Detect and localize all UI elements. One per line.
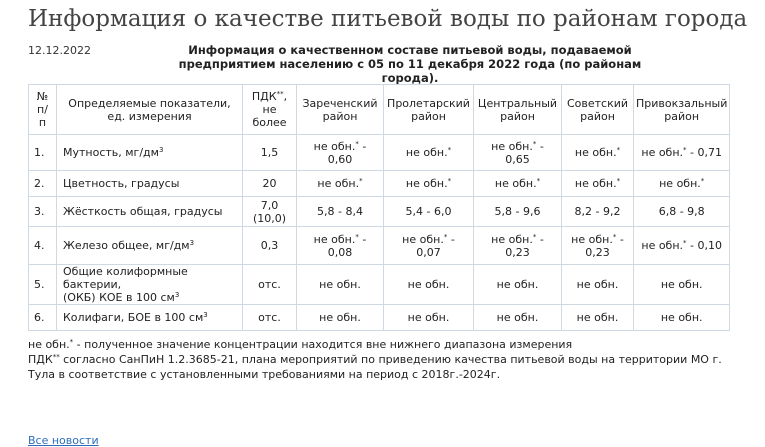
measurement-cell: не обн.* xyxy=(384,171,474,197)
measurement-cell: не обн.* xyxy=(562,171,634,197)
table-header-row xyxy=(29,85,730,135)
footnote-not-detected: не обн.* - полученное значение концентрации находится вне нижнего диапазона измерения xyxy=(28,338,573,351)
measurement-cell: не обн.* xyxy=(384,135,474,171)
measurement-cell: не обн.* xyxy=(562,135,634,171)
table-row xyxy=(29,171,730,197)
indicator-name: Колифаги, БОЕ в 100 $см^3$ xyxy=(57,305,243,331)
measurement-cell: не обн.* - 0,10 xyxy=(634,227,730,265)
header-num: № п/ п xyxy=(29,85,57,135)
row-number: 1. xyxy=(29,135,57,171)
indicator-name: Цветность, градусы xyxy=(57,171,243,197)
row-number: 2. xyxy=(29,171,57,197)
pdk-value: 7,0 (10,0) xyxy=(243,197,297,227)
measurement-cell: 5,8 - 8,4 xyxy=(297,197,384,227)
measurement-cell: 6,8 - 9,8 xyxy=(634,197,730,227)
measurement-cell: не обн. xyxy=(634,305,730,331)
header-district-proletarsky: Пролетарский район xyxy=(384,85,474,135)
measurement-cell: не обн. xyxy=(474,305,562,331)
measurement-cell: не обн.* - 0,23 xyxy=(562,227,634,265)
page-title: Информация о качестве питьевой воды по районам города xyxy=(28,6,748,32)
all-news-link[interactable]: Все новости xyxy=(28,434,99,447)
measurement-cell: не обн.* - 0,65 xyxy=(474,135,562,171)
measurement-cell: не обн.* xyxy=(297,171,384,197)
measurement-cell: не обн. xyxy=(562,265,634,305)
row-number: 4. xyxy=(29,227,57,265)
measurement-cell: не обн. xyxy=(384,265,474,305)
measurement-cell: не обн.* xyxy=(474,171,562,197)
measurement-cell: не обн. xyxy=(297,265,384,305)
header-pdk: ПДК**, не более xyxy=(243,85,297,135)
pdk-value: 0,3 xyxy=(243,227,297,265)
measurement-cell: 8,2 - 9,2 xyxy=(562,197,634,227)
indicator-name: Мутность, $мг/дм^3$ xyxy=(57,135,243,171)
measurement-cell: 5,8 - 9,6 xyxy=(474,197,562,227)
table-row xyxy=(29,305,730,331)
measurement-cell: не обн.* - 0,23 xyxy=(474,227,562,265)
table-caption xyxy=(160,43,660,85)
measurement-cell: не обн.* - 0,71 xyxy=(634,135,730,171)
table-row xyxy=(29,265,730,305)
water-quality-table xyxy=(28,84,730,331)
row-number: 5. xyxy=(29,265,57,305)
pdk-value: отс. xyxy=(243,265,297,305)
footnote-pdk: ПДК** согласно СанПиН 1.2.3685-21, плана мероприятий по приведению качества питьевой воды на территории МО г. Тула в соответствие с установленными требованиями на период с 2018г.-2024г. xyxy=(28,353,722,381)
pdk-value: отс. xyxy=(243,305,297,331)
publication-date: 12.12.2022 xyxy=(28,44,91,57)
indicator-name: Жёсткость общая, градусы xyxy=(57,197,243,227)
header-district-sovetsky: Советский район xyxy=(562,85,634,135)
header-district-centralny: Центральный район xyxy=(474,85,562,135)
measurement-cell: не обн.* - 0,08 xyxy=(297,227,384,265)
pdk-value: 20 xyxy=(243,171,297,197)
measurement-cell: не обн.* - 0,07 xyxy=(384,227,474,265)
header-district-zarechensky: Зареченский район xyxy=(297,85,384,135)
measurement-cell: не обн. xyxy=(297,305,384,331)
row-number: 6. xyxy=(29,305,57,331)
header-district-privokzalny: Привокзальный район xyxy=(634,85,730,135)
footnotes xyxy=(28,337,722,382)
table-row xyxy=(29,197,730,227)
measurement-cell: не обн. xyxy=(474,265,562,305)
table-caption-line: предприятием населению с 05 по 11 декабря 2022 года (по районам города). xyxy=(178,57,642,85)
table-row xyxy=(29,135,730,171)
measurement-cell: не обн.* - 0,60 xyxy=(297,135,384,171)
indicator-name: Железо общее, $мг/дм^3$ xyxy=(57,227,243,265)
row-number: 3. xyxy=(29,197,57,227)
header-indicator: Определяемые показатели, ед. измерения xyxy=(57,85,243,135)
table-caption-line: Информация о качественном составе питьевой воды, подаваемой xyxy=(188,43,632,57)
pdk-value: 1,5 xyxy=(243,135,297,171)
measurement-cell: не обн. xyxy=(634,265,730,305)
measurement-cell: не обн. xyxy=(384,305,474,331)
measurement-cell: не обн.* xyxy=(634,171,730,197)
indicator-name: Общие колиформные бактерии, (ОКБ) КОЕ в 100 $см^3$ xyxy=(57,265,243,305)
measurement-cell: 5,4 - 6,0 xyxy=(384,197,474,227)
table-row xyxy=(29,227,730,265)
measurement-cell: не обн. xyxy=(562,305,634,331)
